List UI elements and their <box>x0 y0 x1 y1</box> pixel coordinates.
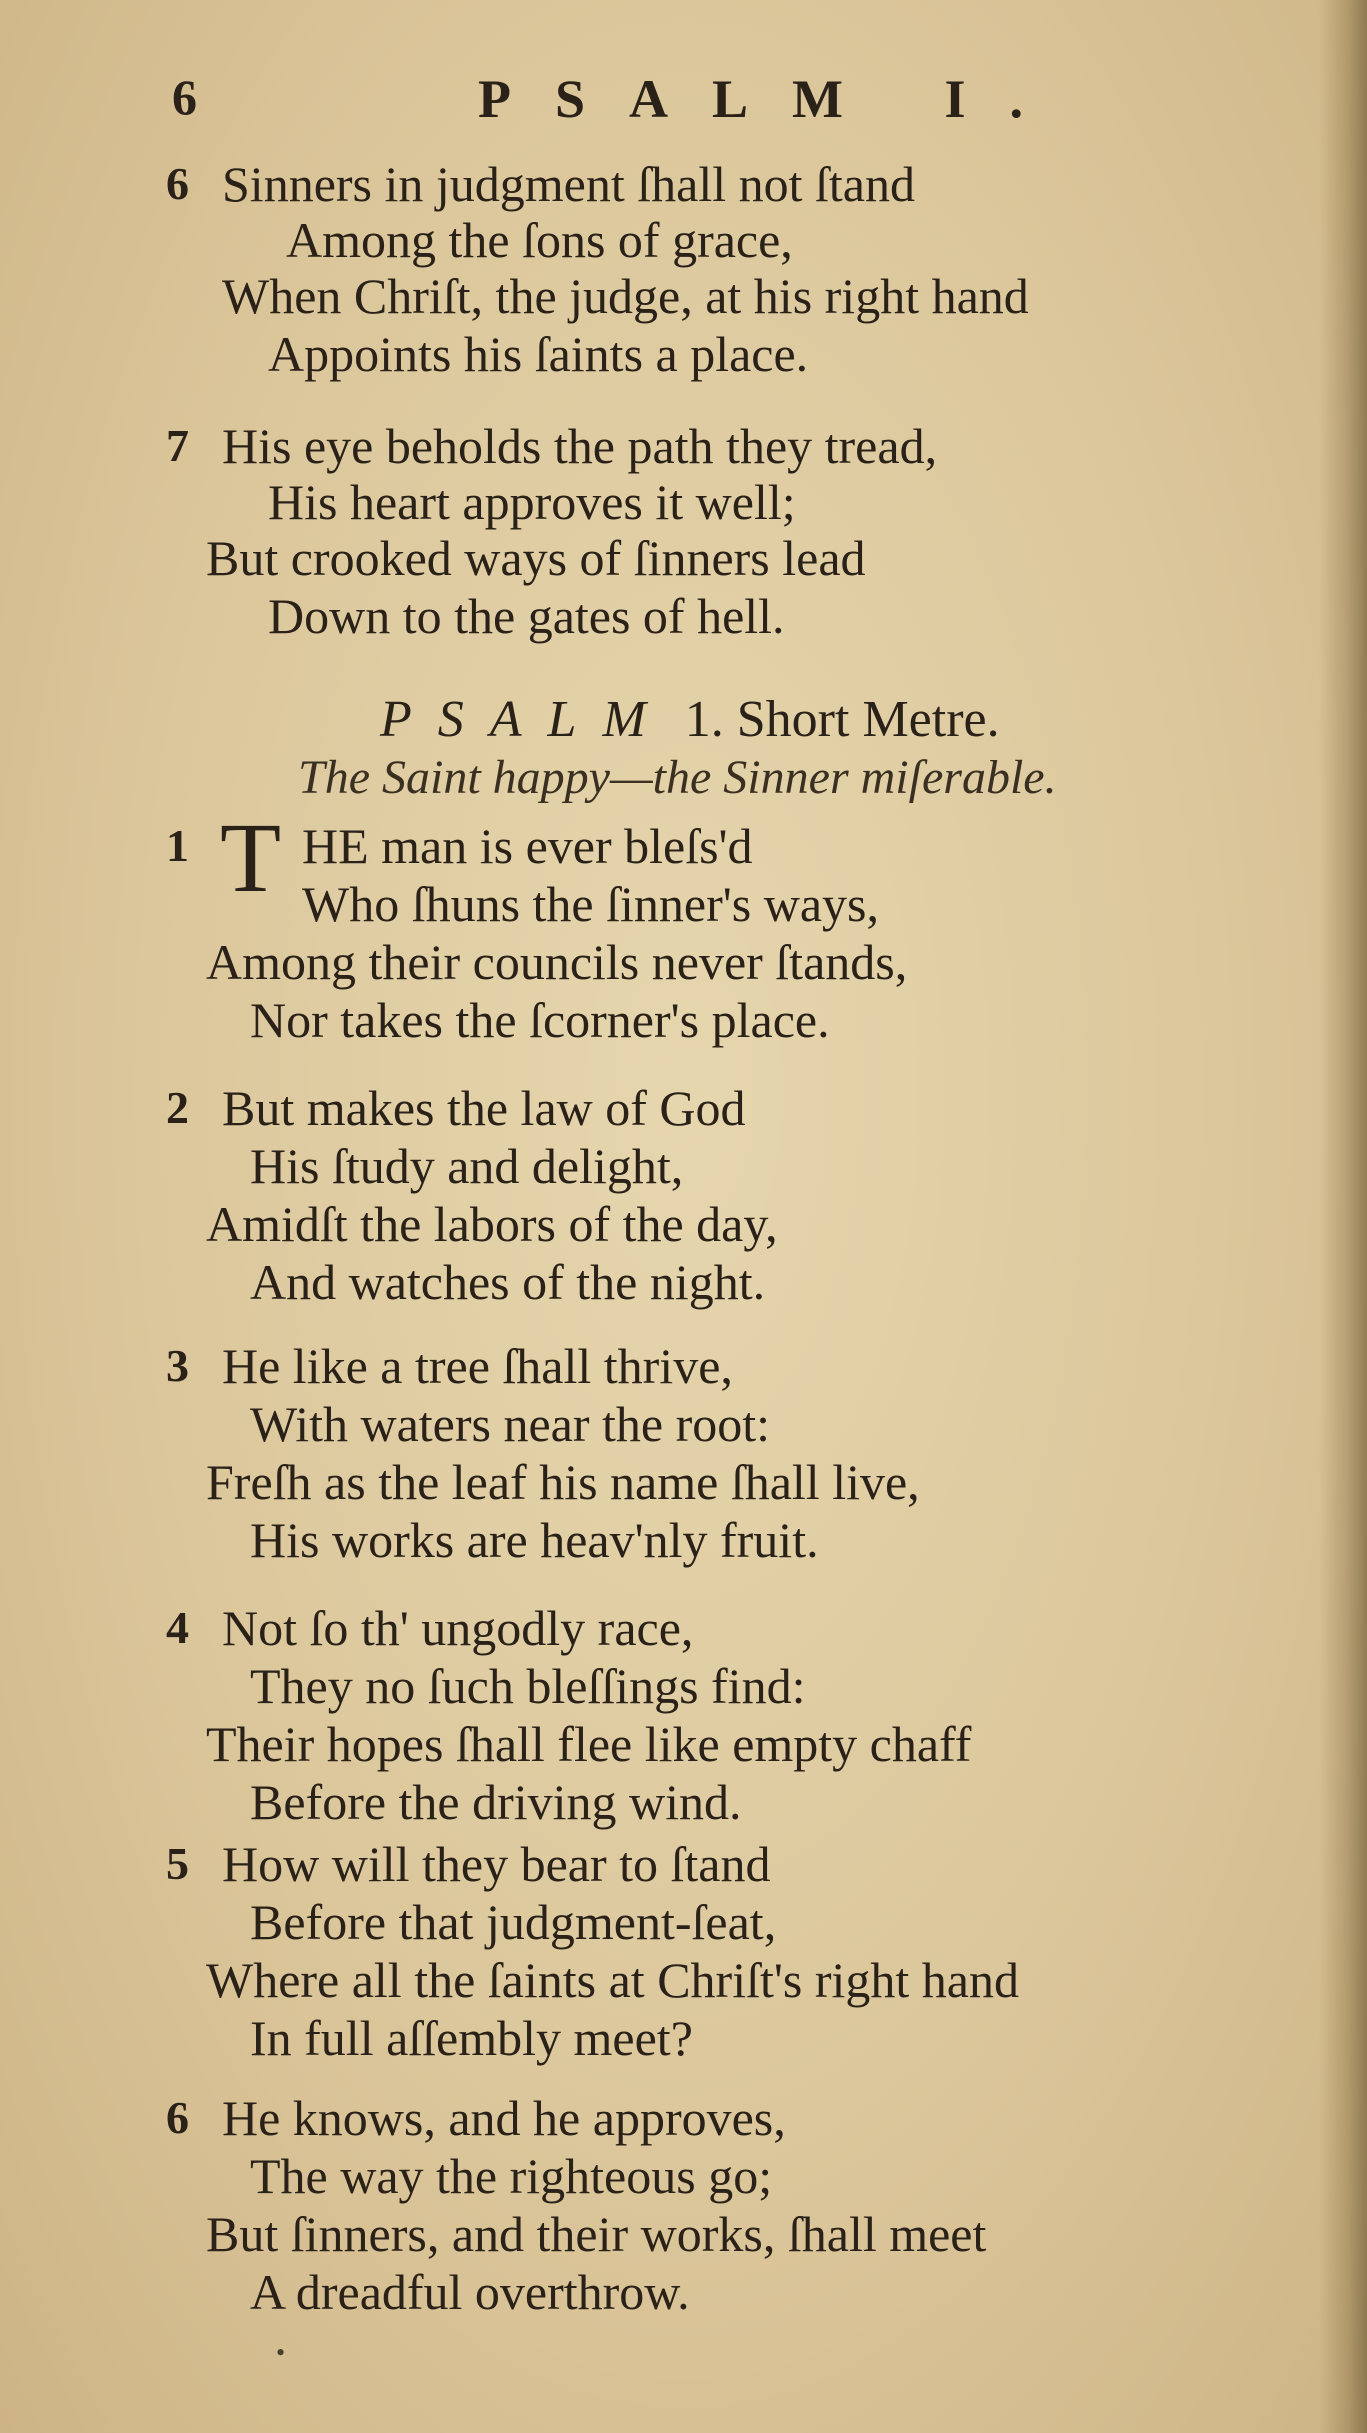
printer-mark: • <box>276 2338 286 2367</box>
verse-line: But makes the law of God <box>222 1080 746 1136</box>
verse-line: His heart approves it well; <box>268 474 796 530</box>
stanza-number: 2 <box>166 1082 189 1133</box>
verse-line: How will they bear to ſtand <box>222 1836 771 1892</box>
psalm-subtitle: The Saint happy—the Sinner miſerable. <box>298 751 1057 804</box>
verse-line: Amidſt the labors of the day, <box>206 1196 778 1252</box>
stanza-number: 3 <box>166 1340 189 1391</box>
stanza-number: 6 <box>166 158 189 209</box>
verse-line: They no ſuch bleſſings find: <box>250 1658 806 1714</box>
verse-line: His works are heav'nly fruit. <box>250 1512 819 1568</box>
page-header <box>168 62 1068 142</box>
verse-line: But ſinners, and their works, ſhall meet <box>206 2206 987 2262</box>
verse-line: Who ſhuns the ſinner's ways, <box>302 876 879 932</box>
verse-line: Among their councils never ſtands, <box>206 934 908 990</box>
verse-line: The way the righteous go; <box>250 2148 773 2204</box>
verse-line: Their hopes ſhall flee like empty chaff <box>206 1716 972 1772</box>
verse-line: But crooked ways of ſinners lead <box>206 530 866 586</box>
verse-line: In full aſſembly meet? <box>250 2010 693 2066</box>
stanza-number: 1 <box>166 820 189 871</box>
verse-line: Before the driving wind. <box>250 1774 742 1830</box>
verse-line: Freſh as the leaf his name ſhall live, <box>206 1454 920 1510</box>
verse-line: HE man is ever bleſs'd <box>302 818 753 874</box>
verse-line: He like a tree ſhall thrive, <box>222 1338 733 1394</box>
psalm-heading-title: PSALM <box>380 691 672 748</box>
verse-line: His ſtudy and delight, <box>250 1138 684 1194</box>
page-number: 6 <box>172 69 197 125</box>
verse-line: Not ſo th' ungodly race, <box>222 1600 694 1656</box>
verse-line: Down to the gates of hell. <box>268 588 785 644</box>
verse-line: And watches of the night. <box>250 1254 766 1310</box>
stanza-number: 5 <box>166 1838 189 1889</box>
verse-line: Among the ſons of grace, <box>286 212 793 268</box>
verse-line: Sinners in judgment ſhall not ſtand <box>222 156 915 212</box>
verse-line: Before that judgment-ſeat, <box>250 1894 777 1950</box>
psalm-heading <box>380 690 1000 749</box>
verse-line: Appoints his ſaints a place. <box>268 326 809 382</box>
verse-line: Where all the ſaints at Chriſt's right hand <box>206 1952 1019 2008</box>
verse-line: He knows, and he approves, <box>222 2090 786 2146</box>
running-title: PSALM I. <box>478 69 1068 129</box>
stanza-number: 7 <box>166 420 189 471</box>
verse-line: A dreadful overthrow. <box>250 2264 690 2320</box>
psalm-heading-meter: Short Metre. <box>736 691 1000 748</box>
stanza-number: 4 <box>166 1602 189 1653</box>
verse-line: Nor takes the ſcorner's place. <box>250 992 830 1048</box>
page-edge-shadow <box>1319 0 1367 2433</box>
stanza-number: 6 <box>166 2092 189 2143</box>
verse-line: When Chriſt, the judge, at his right hand <box>222 268 1029 324</box>
drop-cap: T <box>220 802 282 913</box>
verse-line: With waters near the root: <box>250 1396 771 1452</box>
verse-line: His eye beholds the path they tread, <box>222 418 938 474</box>
psalm-heading-number: 1. <box>684 691 724 748</box>
